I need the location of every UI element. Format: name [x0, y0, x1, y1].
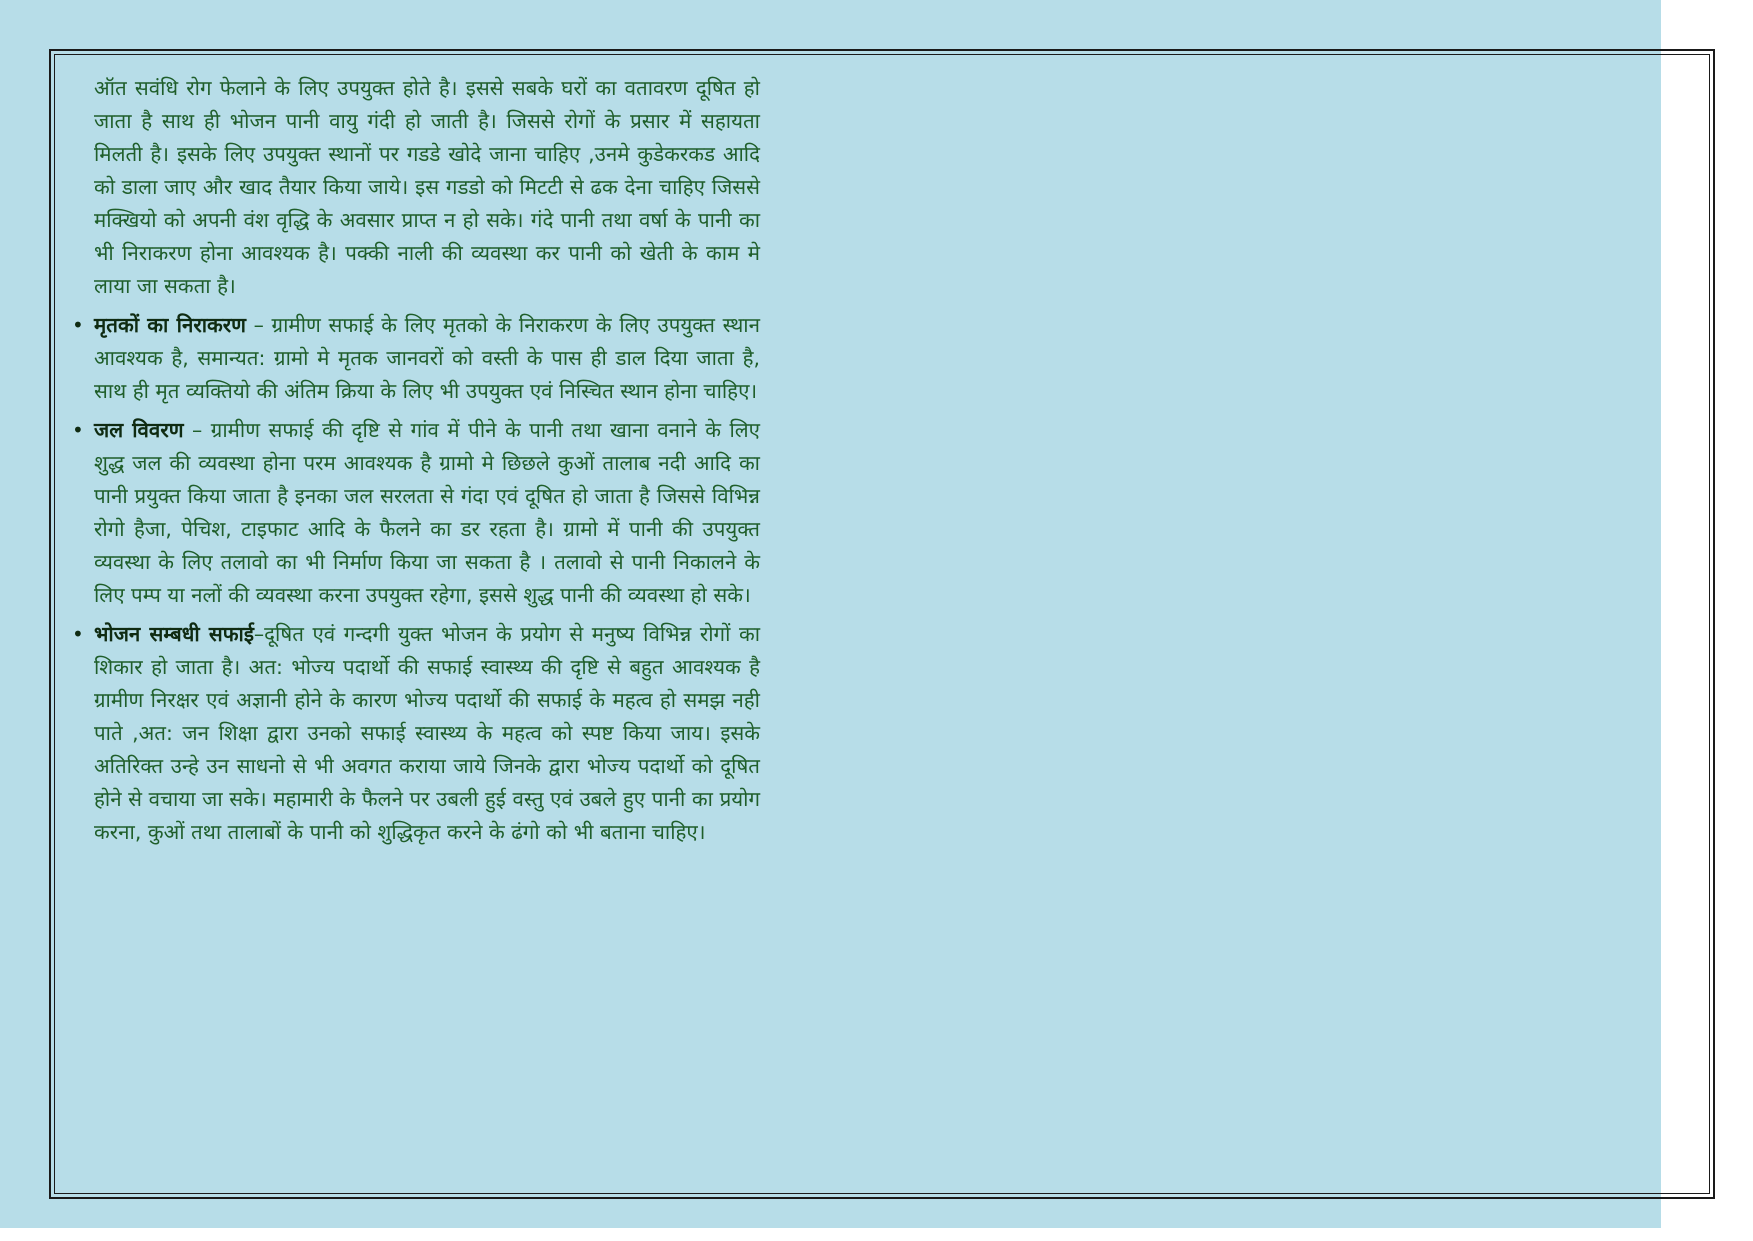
bullet-text: –दूषित एवं गन्दगी युक्त भोजन के प्रयोग से मनुष्य विभिन्न रोगों का शिकार हो जाता है। अत: भोज्य पदार्थो की सफाई स्वास्थ्य की दृष्टि से बहुत आवश्यक है ग्रामीण निरक्षर एवं अज्ञानी होने के कारण भोज्य पदार्थो की सफाई के महत्व हो समझ नही पाते ,अत: जन शिक्षा द्वारा उनको सफाई स्वास्थ्य के महत्व को स्पष्ट किया जाय। इसके अतिरिक्त उन्हे उन साधनो से भी अवगत कराया जाये जिनके द्वारा भोज्य पदार्थो को दूषित होने से वचाया जा सके। महामारी के फैलने पर उबली हुई वस्तु एवं उबले हुए पानी का प्रयोग करना, कुओं तथा तालाबों के पानी को शुद्धिकृत करने के ढंगो को भी बताना चाहिए।	[94, 622, 761, 844]
intro-paragraph: ऑत सवंधि रोग फेलाने के लिए उपयुक्त होते है। इससे सबके घरों का वतावरण दूषित हो जाता है साथ ही भोजन पानी वायु गंदी हो जाती है। जिससे रोगों के प्रसार में सहायता मिलती है। इसके लिए उपयुक्त स्थानों पर गडडे खोदे जाना चाहिए ,उनमे कुडेकरकड आदि को डाला जाए और खाद तैयार किया जाये। इस गडडो को मिटटी से ढक देना चाहिए जिससे मक्खियो को अपनी वंश वृद्धि के अवसार प्राप्त न हो सके। गंदे पानी तथा वर्षा के पानी का भी निराकरण होना आवश्यक है। पक्की नाली की व्यवस्था कर पानी को खेती के काम मे लाया जा सकता है।	[94, 76, 760, 298]
bullet-icon: •	[72, 622, 84, 646]
document-body	[70, 72, 760, 855]
bullet-item-water-supply	[72, 414, 760, 612]
bullet-item-dead-disposal	[72, 309, 760, 408]
bullet-heading: भोजन सम्बधी सफाई	[94, 622, 254, 646]
bullet-text: – ग्रामीण सफाई के लिए मृतको के निराकरण के लिए उपयुक्त स्थान आवश्यक है, समान्यत: ग्रामो मे मृतक जानवरों को वस्ती के पास ही डाल दिया जाता है, साथ ही मृत व्यक्तियो की अंतिम क्रिया के लिए भी उपयुक्त एवं निस्चित स्थान होना चाहिए।	[94, 313, 760, 403]
bullet-icon: •	[72, 313, 84, 337]
bullet-heading: जल विवरण	[94, 418, 184, 442]
bullet-item-food-hygiene	[72, 618, 761, 849]
bullet-text: – ग्रामीण सफाई की दृष्टि से गांव में पीने के पानी तथा खाना वनाने के लिए शुद्ध जल की व्यवस्था होना परम आवश्यक है ग्रामो मे छिछले कुओं तालाब नदी आदि का पानी प्रयुक्त किया जाता है इनका जल सरलता से गंदा एवं दूषित हो जाता है जिससे विभिन्न रोगो हैजा, पेचिश, टाइफाट आदि के फैलने का डर रहता है। ग्रामो में पानी की उपयुक्त व्यवस्था के लिए तलावो का भी निर्माण किया जा सकता है । तलावो से पानी निकालने के लिए पम्प या नलों की व्यवस्था करना उपयुक्त रहेगा, इससे शुद्ध पानी की व्यवस्था हो सके।	[94, 418, 760, 607]
bullet-icon: •	[72, 418, 84, 442]
bullet-heading: मृतकों का निराकरण	[94, 313, 246, 337]
